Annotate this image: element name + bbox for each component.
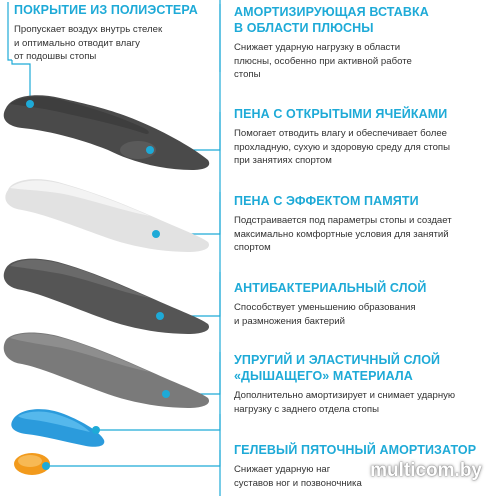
feature-description [234,41,484,82]
description-line: Снижает ударную нагрузку в области [234,42,401,53]
feature-description [234,301,484,328]
description-line: Подстраивается под параметры стопы и создает [234,215,452,226]
insole-antibacterial-layer-icon [4,259,209,334]
description-line: при занятиях спортом [234,155,332,167]
description-line: от подошвы стопы [14,51,97,63]
feature-elastic-layer [234,352,484,416]
feature-memory-foam [234,193,484,255]
description-line: плюсны, особенно при активной работе [234,55,412,67]
description-line: суставов ног и позвоночника [234,477,362,489]
feature-title: ПЕНА С ЭФФЕКТОМ ПАМЯТИ [234,194,419,208]
feature-title: ПЕНА С ОТКРЫТЫМИ ЯЧЕЙКАМИ [234,107,448,121]
description-line: и оптимально отводит влагу [14,37,140,49]
feature-title: ГЕЛЕВЫЙ ПЯТОЧНЫЙ АМОРТИЗАТОР [234,443,477,457]
description-line: нагрузку с заднего отдела стопы [234,403,379,415]
feature-title: АНТИБАКТЕРИАЛЬНЫЙ СЛОЙ [234,281,427,295]
feature-title-line: АМОРТИЗИРУЮЩАЯ ВСТАВКА [234,5,429,19]
description-line: стопы [234,69,261,81]
gel-forefoot-pad-icon [11,409,104,447]
feature-description [234,389,484,416]
feature-title: ПОКРЫТИЕ ИЗ ПОЛИЭСТЕРА [14,3,198,17]
description-line: Пропускает воздух внутрь стелек [14,24,163,35]
feature-description [14,23,214,64]
feature-open-cell-foam [234,106,484,168]
insole-elastic-layer-icon [4,333,209,408]
description-line: Снижает ударную наг [234,464,331,475]
description-line: максимально комфортные условия для занятий [234,228,449,240]
description-line: прохладную, сухую и здоровую среду для стопы [234,141,450,153]
feature-description [234,127,484,168]
feature-forefoot-cushion [234,4,484,82]
description-line: и размножения бактерий [234,315,345,327]
feature-title-line: В ОБЛАСТИ ПЛЮСНЫ [234,21,374,35]
watermark: multicom.by [370,460,482,481]
description-line: Помогает отводить влагу и обеспечивает более [234,128,448,139]
description-line: Способствует уменьшению образования [234,302,416,313]
feature-title-line: УПРУГИЙ И ЭЛАСТИЧНЫЙ СЛОЙ [234,353,441,367]
description-line: Дополнительно амортизирует и снимает ударную [234,390,456,401]
feature-polyester-cover [14,2,214,64]
feature-description [234,214,484,255]
feature-title-line: «ДЫШАЩЕГО» МАТЕРИАЛА [234,369,413,383]
insole-polyester-top-icon [4,95,209,170]
description-line: спортом [234,242,271,254]
feature-antibacterial-layer [234,280,484,328]
insole-memory-foam-icon [5,179,209,252]
